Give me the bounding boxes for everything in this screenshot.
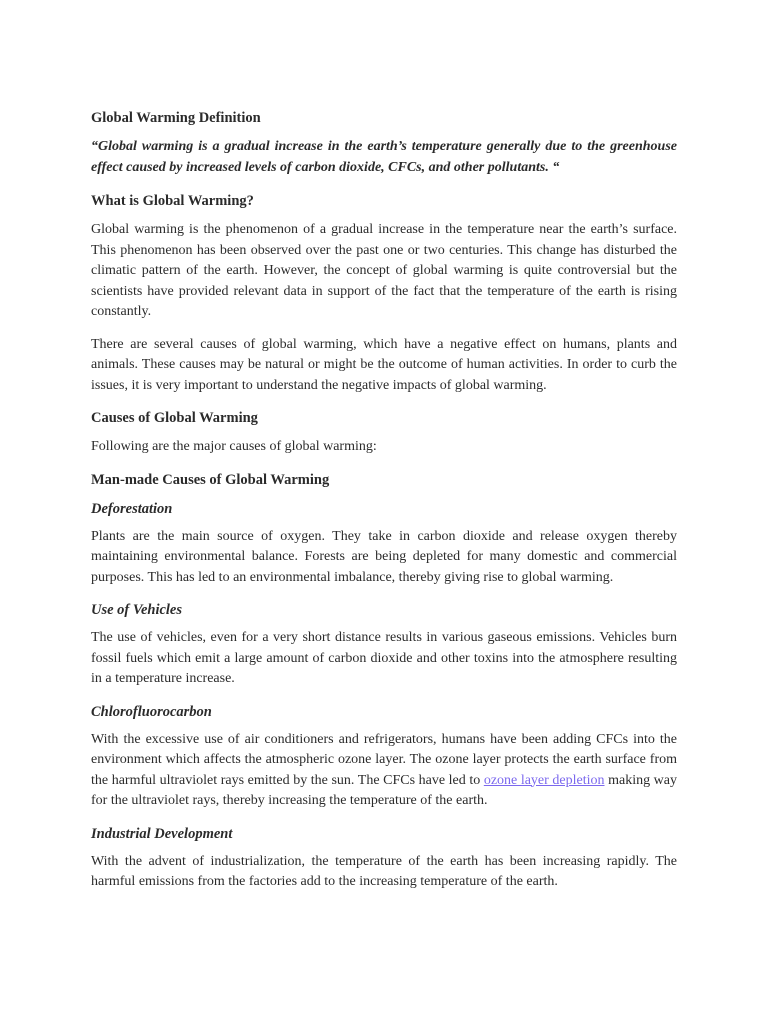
cfc-text-before: With the excessive use of air conditioners and refrigerators, humans have been adding CFCs into the environment which affects the atmospheric ozone layer. The ozone layer protects the earth surface from the harmful ultraviolet rays emitted by the sun. The CFCs have led to (91, 731, 677, 788)
vehicles-heading: Use of Vehicles (91, 602, 183, 618)
deforestation-text: Plants are the main source of oxygen. They take in carbon dioxide and release oxygen thereby maintaining environmental balance. Forests are being depleted for many domestic and commercial purposes. This has led to an environmental imbalance, thereby giving rise to global warming. (91, 528, 677, 585)
cfc-text (91, 730, 677, 812)
vehicles-text: The use of vehicles, even for a very short distance results in various gaseous emissions. Vehicles burn fossil fuels which emit a large amount of carbon dioxide and other toxins into the atmosphere resulting in a temperature increase. (91, 630, 677, 686)
document-title: Global Warming Definition (91, 110, 261, 126)
industrial-heading: Industrial Development (91, 825, 233, 842)
cfc-text-after: making way for the ultraviolet rays, thereby increasing the temperature of the earth. (91, 772, 677, 808)
definition-quote: “Global warming is a gradual increase in the earth’s temperature generally due to the greenhouse effect caused by increased levels of carbon dioxide, CFCs, and other pollutants. “ (91, 139, 677, 175)
man-made-heading: Man-made Causes of Global Warming (91, 471, 330, 488)
what-is-paragraph-1: Global warming is the phenomenon of a gradual increase in the temperature near the earth’s surface. This phenomenon has been observed over the past one or two centuries. This change has disturbed the climatic pattern of the earth. However, the concept of global warming is quite controversial but the scientists have provided relevant data in support of the fact that the temperature of the earth is rising constantly. (91, 222, 677, 319)
ozone-layer-depletion-link[interactable]: ozone layer depletion (483, 772, 605, 788)
causes-heading: Causes of Global Warming (91, 410, 258, 426)
cfc-heading: Chlorofluorocarbon (91, 703, 212, 720)
what-is-heading: What is Global Warming? (91, 193, 254, 209)
causes-intro: Following are the major causes of global warming: (91, 439, 377, 454)
what-is-paragraph-2: There are several causes of global warming, which have a negative effect on humans, plants and animals. These causes may be natural or might be the outcome of human activities. In order to curb the issues, it is very important to understand the negative impacts of global warming. (91, 336, 677, 393)
deforestation-heading: Deforestation (91, 500, 173, 517)
industrial-text: With the advent of industrialization, the temperature of the earth has been increasing rapidly. The harmful emissions from the factories add to the increasing temperature of the earth. (91, 853, 677, 889)
